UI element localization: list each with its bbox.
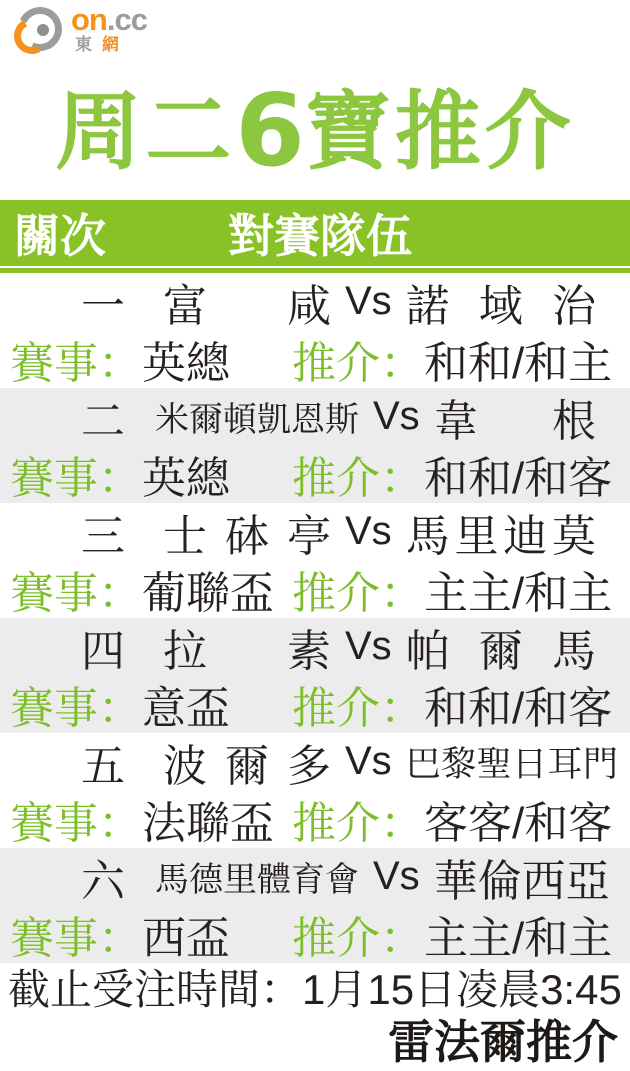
vs-label: Vs: [345, 509, 392, 553]
away-team: 諾域治: [405, 281, 596, 331]
vs-label: Vs: [345, 624, 392, 668]
away-team: 韋根: [433, 396, 596, 446]
vs-label: Vs: [345, 279, 392, 323]
event-value: 法聯盃: [142, 799, 274, 848]
event-label: 賽事：: [10, 569, 142, 618]
tipster-name: 雷法爾推介: [388, 1016, 618, 1068]
match-row-5: [0, 733, 630, 848]
logo-chinese-name: 東網: [75, 35, 129, 54]
event-value: 葡聯盃: [142, 569, 274, 618]
vs-label: Vs: [373, 854, 420, 898]
column-header-round: 關次: [14, 210, 106, 262]
oncc-swirl-icon: [16, 5, 64, 53]
match-row-2: [0, 388, 630, 503]
vs-label: Vs: [345, 739, 392, 783]
match-row-6: [0, 848, 630, 963]
round-number: 一: [81, 281, 125, 331]
away-team: 馬里迪莫: [405, 511, 596, 561]
match-row-1: [0, 273, 630, 388]
round-number: 四: [81, 626, 125, 676]
vs-label: Vs: [373, 394, 420, 438]
round-number: 六: [81, 856, 125, 906]
page-title: 周二6寶推介: [55, 72, 575, 189]
logo-wordmark: on.cc: [71, 2, 147, 37]
tip-value: 和和/和客: [424, 454, 613, 503]
round-number: 三: [81, 511, 125, 561]
event-label: 賽事：: [10, 339, 142, 388]
tip-label: 推介：: [292, 569, 424, 618]
home-team: 富咸: [163, 281, 331, 331]
tip-label: 推介：: [292, 684, 424, 733]
tip-value: 和和/和主: [424, 339, 613, 388]
home-team: 米爾頓凱恩斯: [155, 401, 359, 439]
title-number: 6: [235, 72, 305, 189]
round-number: 二: [81, 396, 125, 446]
event-value: 英總: [142, 339, 230, 388]
tip-label: 推介：: [292, 454, 424, 503]
event-label: 賽事：: [10, 684, 142, 733]
event-label: 賽事：: [10, 799, 142, 848]
column-header-teams: 對賽隊伍: [228, 210, 412, 262]
logo-bar: [0, 0, 630, 62]
logo-text: [71, 2, 147, 55]
round-number: 五: [81, 741, 125, 791]
event-value: 西盃: [142, 914, 230, 963]
home-team: 馬德里體育會: [155, 861, 359, 899]
tip-value: 主主/和主: [424, 569, 613, 618]
tip-value: 客客/和客: [424, 799, 613, 848]
tip-value: 主主/和主: [424, 914, 613, 963]
home-team: 波爾多: [163, 741, 331, 791]
away-team: 巴黎聖日耳門: [405, 744, 618, 784]
betting-deadline: 截止受注時間：1月15日凌晨3:45: [8, 966, 622, 1013]
tip-value: 和和/和客: [424, 684, 613, 733]
home-team: 士砵亭: [163, 511, 331, 561]
match-row-3: [0, 503, 630, 618]
away-team: 華倫西亞: [433, 856, 610, 906]
table-header: [0, 200, 630, 266]
away-team: 帕爾馬: [405, 626, 596, 676]
home-team: 拉素: [163, 626, 331, 676]
event-label: 賽事：: [10, 914, 142, 963]
event-value: 英總: [142, 454, 230, 503]
tip-label: 推介：: [292, 914, 424, 963]
tip-label: 推介：: [292, 339, 424, 388]
tip-label: 推介：: [292, 799, 424, 848]
event-label: 賽事：: [10, 454, 142, 503]
oncc-logo[interactable]: [16, 2, 147, 55]
event-value: 意盃: [142, 684, 230, 733]
match-row-4: [0, 618, 630, 733]
